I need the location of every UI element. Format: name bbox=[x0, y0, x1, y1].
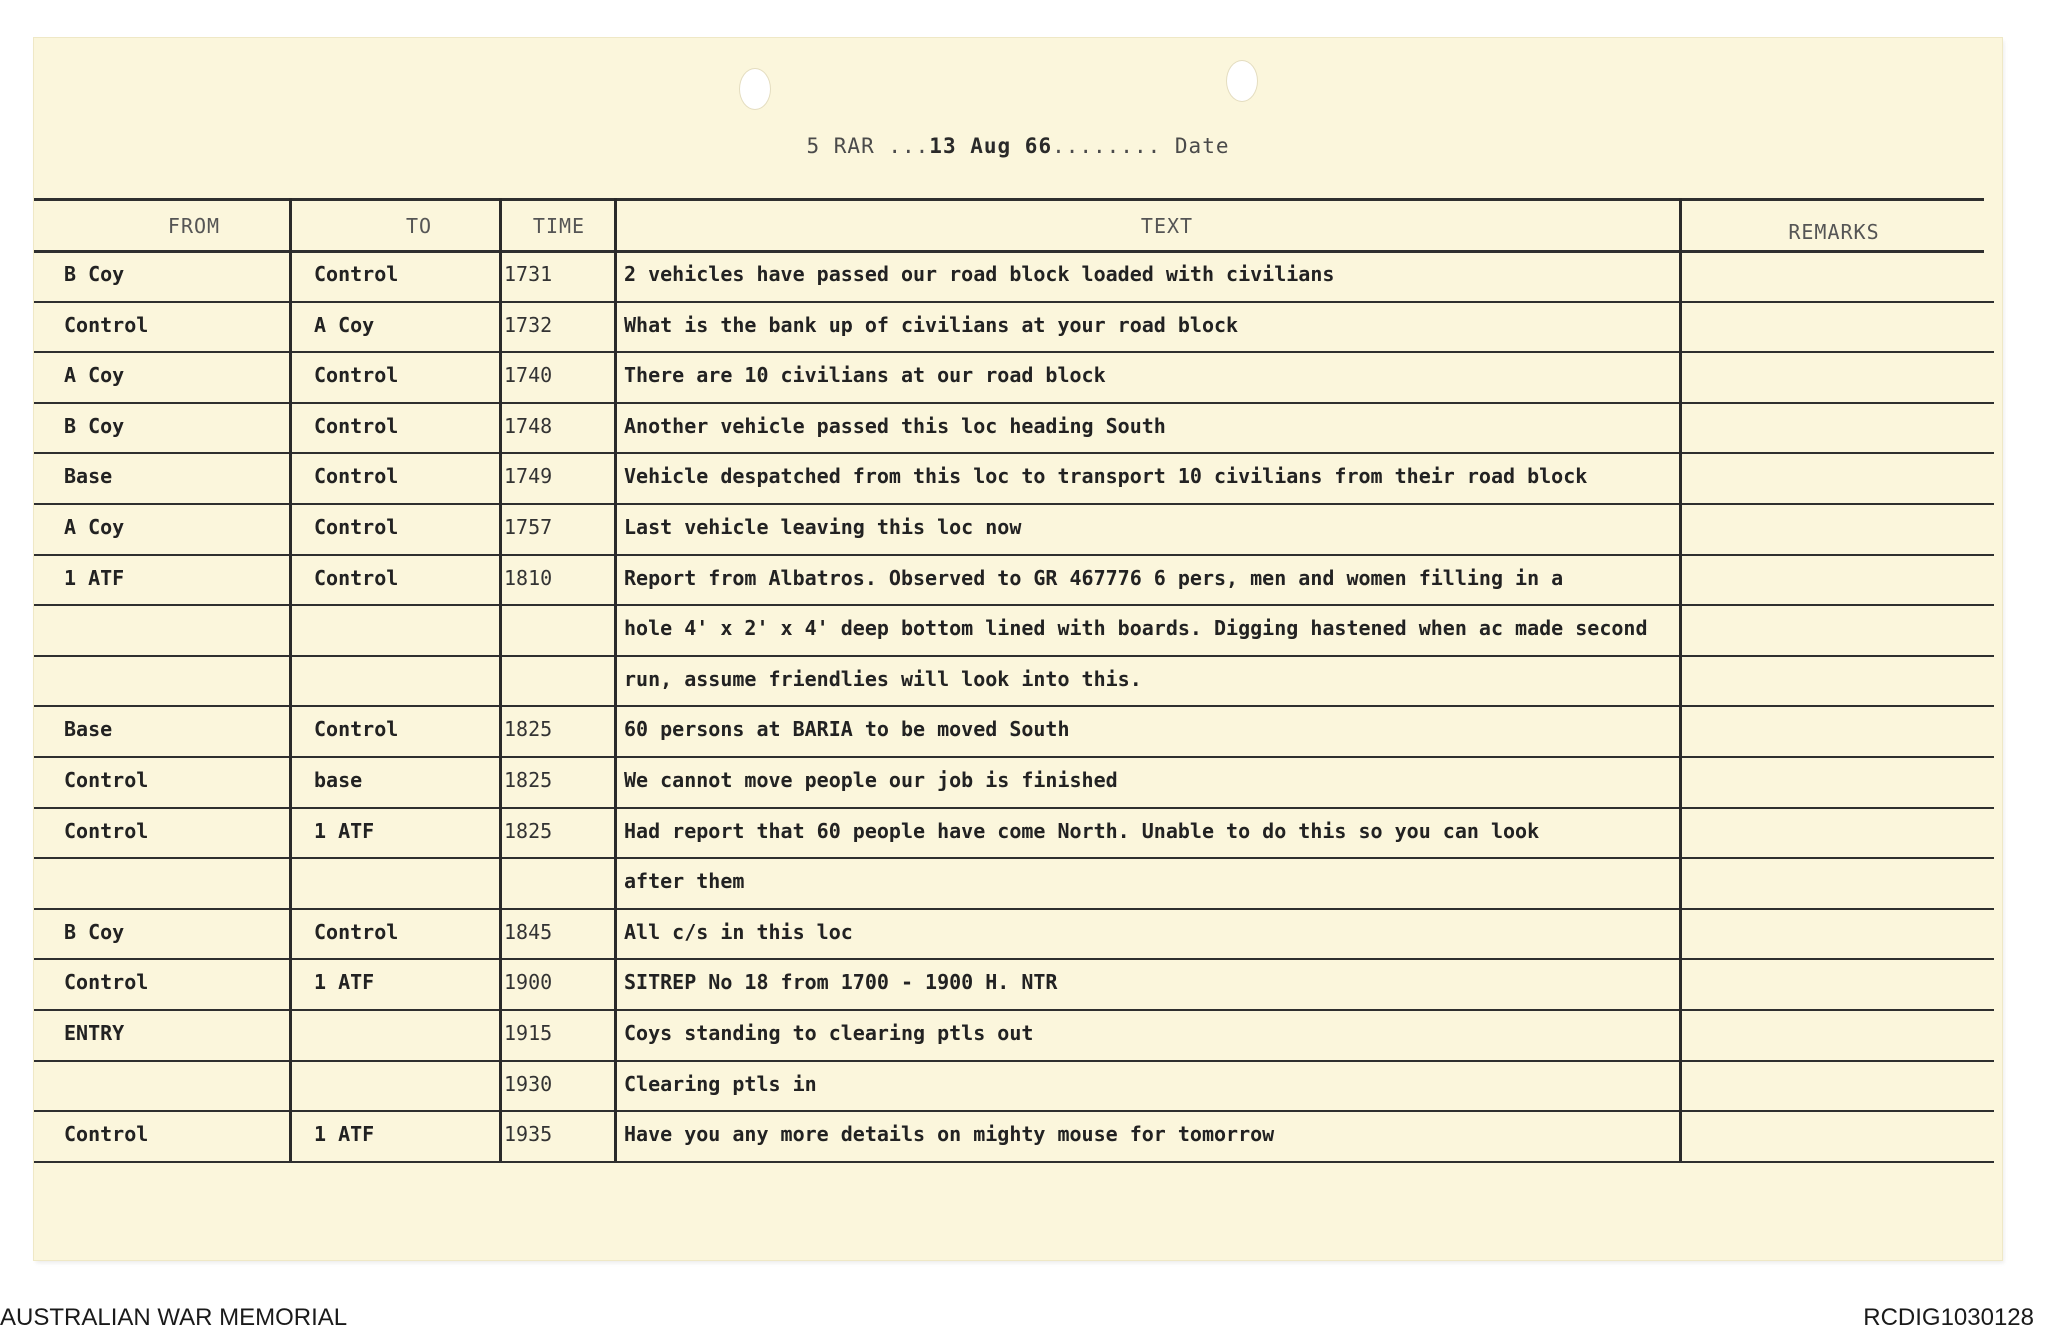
cell-to: Control bbox=[314, 464, 399, 489]
row-rule bbox=[34, 452, 1994, 454]
row-rule bbox=[34, 554, 1994, 556]
column-header-remarks: REMARKS bbox=[1788, 220, 1880, 244]
row-rule bbox=[34, 351, 1994, 353]
row-rule bbox=[34, 807, 1994, 809]
punch-hole bbox=[1226, 60, 1258, 102]
cell-to: Control bbox=[314, 515, 399, 539]
row-rule bbox=[34, 503, 1994, 505]
row-rule bbox=[34, 705, 1994, 707]
row-rule bbox=[34, 655, 1994, 657]
cell-time: 1845 bbox=[504, 919, 553, 944]
punch-hole bbox=[739, 68, 771, 110]
table-header-rule bbox=[34, 250, 1984, 253]
cell-text: Clearing ptls in bbox=[624, 1071, 817, 1096]
cell-text: We cannot move people our job is finished bbox=[624, 768, 1118, 792]
row-rule bbox=[34, 1060, 1994, 1062]
row-rule bbox=[34, 1009, 1994, 1011]
cell-time: 1900 bbox=[504, 970, 553, 995]
row-rule bbox=[34, 301, 1994, 303]
cell-from: Control bbox=[64, 768, 149, 792]
cell-from: B Coy bbox=[64, 413, 125, 438]
cell-text: SITREP No 18 from 1700 - 1900 H. NTR bbox=[624, 970, 1058, 995]
cell-time: 1915 bbox=[504, 1021, 553, 1045]
cell-from: A Coy bbox=[64, 363, 125, 388]
cell-time: 1810 bbox=[504, 565, 553, 590]
cell-from: 1 ATF bbox=[64, 565, 125, 590]
log-header: 5 RAR ...13 Aug 66........ Date bbox=[806, 134, 1230, 158]
cell-from: A Coy bbox=[64, 515, 125, 539]
date-label: Date bbox=[1174, 134, 1230, 158]
cell-from: Control bbox=[64, 818, 149, 843]
cell-text: There are 10 civilians at our road block bbox=[624, 363, 1106, 388]
cell-to: Control bbox=[314, 363, 399, 388]
cell-to: 1 ATF bbox=[314, 818, 375, 843]
footer-archive-name: AUSTRALIAN WAR MEMORIAL bbox=[0, 1304, 348, 1331]
unit-name: 5 RAR bbox=[806, 134, 875, 158]
cell-to: Control bbox=[314, 919, 399, 944]
cell-text: hole 4' x 2' x 4' deep bottom lined with boards. Digging hastened when ac made second bbox=[624, 616, 1648, 641]
cell-from: Base bbox=[64, 717, 113, 742]
cell-to: Control bbox=[314, 262, 399, 286]
cell-time: 1930 bbox=[504, 1071, 553, 1096]
cell-from: B Coy bbox=[64, 262, 125, 286]
row-rule bbox=[34, 402, 1994, 404]
column-header-time: TIME bbox=[532, 214, 586, 238]
cell-to: base bbox=[314, 768, 363, 792]
cell-to: Control bbox=[314, 717, 399, 742]
cell-time: 1935 bbox=[504, 1122, 553, 1147]
row-rule bbox=[34, 756, 1994, 758]
cell-from: Control bbox=[64, 1122, 149, 1147]
cell-from: ENTRY bbox=[64, 1021, 125, 1045]
cell-text: Coys standing to clearing ptls out bbox=[624, 1021, 1034, 1045]
cell-text: Have you any more details on mighty mouse for tomorrow bbox=[624, 1122, 1275, 1147]
cell-to: 1 ATF bbox=[314, 970, 375, 995]
cell-time: 1749 bbox=[504, 464, 553, 489]
row-rule bbox=[34, 604, 1994, 606]
document-page bbox=[34, 38, 2002, 1260]
column-rule-from-to bbox=[289, 198, 292, 1161]
cell-from: Base bbox=[64, 464, 113, 489]
cell-to: 1 ATF bbox=[314, 1122, 375, 1147]
column-rule-time-text bbox=[614, 198, 617, 1161]
cell-time: 1748 bbox=[504, 413, 553, 438]
cell-to: Control bbox=[314, 565, 399, 590]
row-rule bbox=[34, 958, 1994, 960]
row-rule bbox=[34, 857, 1994, 859]
cell-text: Vehicle despatched from this loc to transport 10 civilians from their road block bbox=[624, 464, 1588, 489]
cell-text: All c/s in this loc bbox=[624, 919, 853, 944]
table-top-rule bbox=[34, 198, 1984, 201]
cell-to: A Coy bbox=[314, 312, 375, 337]
cell-text: run, assume friendlies will look into this. bbox=[624, 666, 1142, 691]
footer-record-id: RCDIG1030128 bbox=[1863, 1304, 2034, 1331]
row-rule bbox=[34, 1161, 1994, 1163]
cell-time: 1757 bbox=[504, 515, 553, 539]
cell-text: after them bbox=[624, 869, 745, 894]
column-header-from: FROM bbox=[167, 214, 221, 238]
cell-from: B Coy bbox=[64, 919, 125, 944]
column-rule-to-time bbox=[499, 198, 502, 1161]
cell-to: Control bbox=[314, 413, 399, 438]
column-header-text: TEXT bbox=[1140, 214, 1194, 238]
cell-time: 1731 bbox=[504, 262, 553, 286]
cell-text: What is the bank up of civilians at your road block bbox=[624, 312, 1239, 337]
cell-time: 1825 bbox=[504, 818, 553, 843]
cell-time: 1740 bbox=[504, 363, 553, 388]
log-date: 13 Aug 66 bbox=[929, 134, 1053, 158]
cell-time: 1825 bbox=[504, 768, 553, 792]
column-header-to: TO bbox=[405, 214, 433, 238]
row-rule bbox=[34, 1110, 1994, 1112]
cell-text: Another vehicle passed this loc heading South bbox=[624, 413, 1166, 438]
row-rule bbox=[34, 908, 1994, 910]
cell-time: 1732 bbox=[504, 312, 553, 337]
cell-from: Control bbox=[64, 312, 149, 337]
cell-text: 60 persons at BARIA to be moved South bbox=[624, 717, 1070, 742]
cell-from: Control bbox=[64, 970, 149, 995]
cell-time: 1825 bbox=[504, 717, 553, 742]
cell-text: Last vehicle leaving this loc now bbox=[624, 515, 1022, 539]
column-rule-text-remarks bbox=[1679, 198, 1682, 1161]
cell-text: Report from Albatros. Observed to GR 467776 6 pers, men and women filling in a bbox=[624, 565, 1564, 590]
cell-text: Had report that 60 people have come North. Unable to do this so you can look bbox=[624, 818, 1540, 843]
cell-text: 2 vehicles have passed our road block loaded with civilians bbox=[624, 262, 1335, 286]
